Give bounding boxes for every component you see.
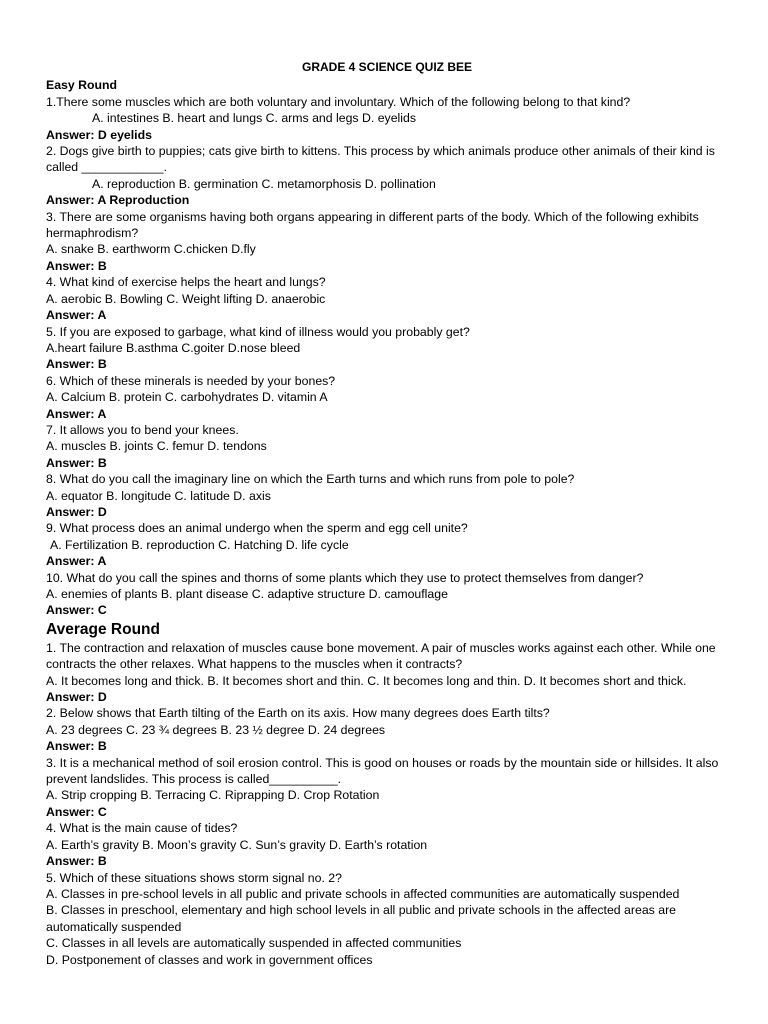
average-question-4: 4. What is the main cause of tides? (46, 821, 238, 836)
easy-round-heading: Easy Round (46, 78, 118, 93)
easy-question-2: 2. Dogs give birth to puppies; cats give birth to kittens. This process by which animals produce other animals of their kind is called ____________. (46, 144, 715, 175)
easy-question-3: 3. There are some organisms having both organs appearing in different parts of the body. Which of the following exhibits hermaphrodism? (46, 209, 699, 241)
average-answer-4: Answer: B (46, 854, 107, 869)
average-question-1: 1. The contraction and relaxation of muscles cause bone movement. A pair of muscles works against each other. While one contracts the other relaxes. What happens to the muscles when it contracts? (46, 640, 716, 672)
easy-options-8: A. equator B. longitude C. latitude D. axis (46, 488, 271, 503)
average-answer-1: Answer: D (46, 690, 107, 705)
average-option-5a: A. Classes in pre-school levels in all public and private schools in affected communities are automatically suspended (46, 886, 680, 901)
easy-options-2: A. reproduction B. germination C. metamorphosis D. pollination (92, 176, 436, 191)
easy-question-6: 6. Which of these minerals is needed by your bones? (46, 373, 336, 388)
average-round-heading: Average Round (46, 620, 160, 638)
average-question-5: 5. Which of these situations shows storm signal no. 2? (46, 870, 342, 885)
easy-question-1: 1.There some muscles which are both voluntary and involuntary. Which of the following belong to that kind? (46, 94, 631, 109)
average-answer-3: Answer: C (46, 804, 107, 819)
easy-question-9: 9. What process does an animal undergo when the sperm and egg cell unite? (46, 521, 468, 536)
easy-options-9: A. Fertilization B. reproduction C. Hatching D. life cycle (50, 537, 349, 552)
average-option-5c: C. Classes in all levels are automatically suspended in affected communities (46, 936, 462, 951)
easy-answer-4: Answer: A (46, 308, 107, 323)
easy-options-4: A. aerobic B. Bowling C. Weight lifting D. anaerobic (46, 291, 326, 306)
average-option-5b: B. Classes in preschool, elementary and high school levels in all public and private schools in the affected areas are automatically suspended (46, 903, 677, 934)
easy-answer-8: Answer: D (46, 504, 107, 519)
page-title: GRADE 4 SCIENCE QUIZ BEE (301, 60, 473, 74)
easy-answer-6: Answer: A (46, 406, 107, 421)
easy-answer-10: Answer: C (46, 603, 107, 618)
easy-answer-9: Answer: A (46, 554, 107, 569)
easy-question-10: 10. What do you call the spines and thorns of some plants which they use to protect themselves from danger? (46, 570, 644, 585)
easy-options-10: A. enemies of plants B. plant disease C. adaptive structure D. camouflage (46, 587, 448, 601)
average-question-3: 3. It is a mechanical method of soil erosion control. This is good on houses or roads by the mountain side or hillsides. It also prevent landslides. This process is called__________. (46, 755, 719, 787)
average-answer-2: Answer: B (46, 739, 107, 754)
easy-answer-3: Answer: B (46, 258, 107, 273)
average-question-2: 2. Below shows that Earth tilting of the Earth on its axis. How many degrees does Earth tilts? (46, 706, 550, 721)
easy-question-8: 8. What do you call the imaginary line on which the Earth turns and which runs from pole to pole? (46, 472, 575, 487)
easy-answer-5: Answer: B (46, 357, 107, 372)
easy-options-5: A.heart failure B.asthma C.goiter D.nose bleed (46, 340, 301, 355)
average-options-2: A. 23 degrees C. 23 ¾ degrees B. 23 ½ degree D. 24 degrees (46, 722, 386, 737)
easy-answer-2: Answer: A Reproduction (46, 193, 190, 208)
average-options-4: A. Earth’s gravity B. Moon’s gravity C. Sun’s gravity D. Earth’s rotation (46, 837, 428, 852)
easy-options-7: A. muscles B. joints C. femur D. tendons (46, 439, 267, 454)
average-options-3: A. Strip cropping B. Terracing C. Riprapping D. Crop Rotation (46, 788, 380, 803)
easy-question-4: 4. What kind of exercise helps the heart and lungs? (46, 275, 326, 290)
easy-options-3: A. snake B. earthworm C.chicken D.fly (46, 242, 256, 257)
easy-options-6: A. Calcium B. protein C. carbohydrates D. vitamin A (46, 390, 328, 405)
average-options-1: A. It becomes long and thick. B. It becomes short and thin. C. It becomes long and thin. D. It becomes short and thick. (46, 673, 687, 688)
easy-answer-1: Answer: D eyelids (46, 127, 152, 142)
easy-question-7: 7. It allows you to bend your knees. (46, 422, 239, 437)
easy-answer-7: Answer: B (46, 455, 107, 470)
easy-question-5: 5. If you are exposed to garbage, what kind of illness would you probably get? (46, 324, 470, 339)
average-option-5d: D. Postponement of classes and work in government offices (46, 952, 373, 967)
easy-options-1: A. intestines B. heart and lungs C. arms and legs D. eyelids (92, 111, 416, 126)
